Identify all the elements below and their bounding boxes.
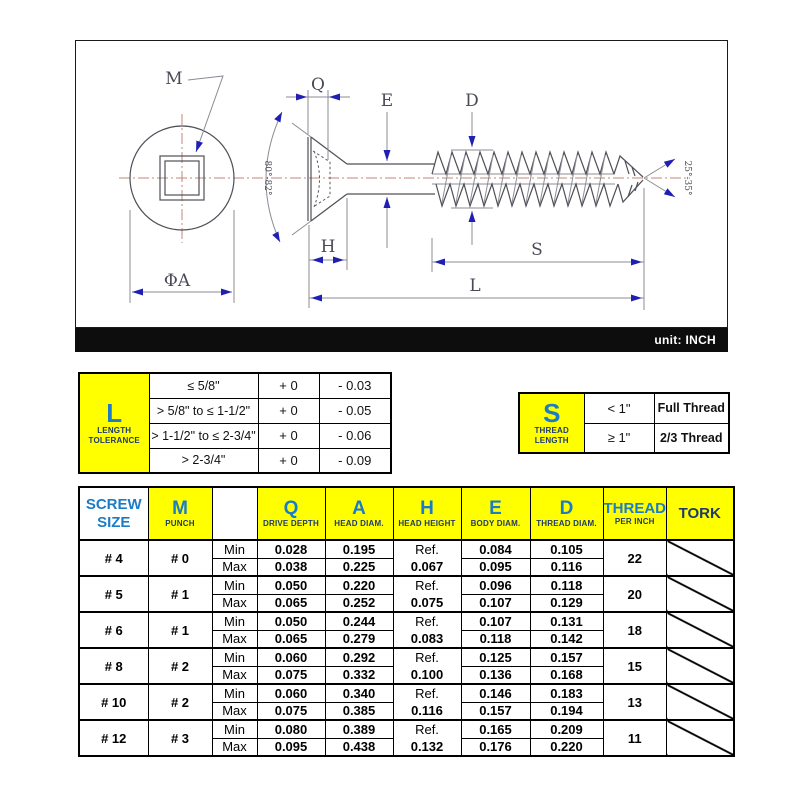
e-min-cell: 0.084 <box>461 540 530 558</box>
e-min-cell: 0.165 <box>461 720 530 738</box>
min-label-cell: Min <box>212 720 257 738</box>
min-label-cell: Min <box>212 540 257 558</box>
punch-cell: # 0 <box>148 540 212 576</box>
e-min-cell: 0.107 <box>461 612 530 630</box>
head-angle-label: 80°-82° <box>262 160 272 196</box>
tip-angle-top <box>644 159 675 178</box>
screw-size-cell: # 10 <box>79 684 148 720</box>
q-max-cell: 0.075 <box>257 702 325 720</box>
head-cone-bottom <box>311 194 347 221</box>
header-a: A HEAD DIAM. <box>325 487 393 540</box>
l-key-letter: L <box>106 398 123 428</box>
h-ref-cell <box>393 540 461 576</box>
e-max-cell: 0.107 <box>461 594 530 612</box>
spec-row-min <box>79 684 734 702</box>
d-max-cell: 0.194 <box>530 702 603 720</box>
min-label-cell: Min <box>212 648 257 666</box>
q-max-cell: 0.038 <box>257 558 325 576</box>
l-plus-cell: + 0 <box>258 448 319 473</box>
e-max-cell: 0.176 <box>461 738 530 756</box>
tip-angle-bottom <box>644 178 675 197</box>
l-plus-cell: + 0 <box>258 423 319 448</box>
spec-row-min <box>79 576 734 594</box>
q-max-cell: 0.075 <box>257 666 325 684</box>
thread-teeth-upper <box>432 152 614 174</box>
q-min-cell: 0.060 <box>257 648 325 666</box>
l-range-cell: ≤ 5/8" <box>149 373 258 398</box>
header-screw-size: SCREW SIZE <box>79 487 148 540</box>
q-max-cell: 0.095 <box>257 738 325 756</box>
spec-row-min <box>79 720 734 738</box>
s-condition-cell: ≥ 1" <box>584 423 654 453</box>
q-min-cell: 0.060 <box>257 684 325 702</box>
thread-per-inch-cell: 22 <box>603 540 667 576</box>
arc-arrow-bottom <box>272 232 283 244</box>
a-max-cell: 0.279 <box>325 630 393 648</box>
d-min-cell: 0.105 <box>530 540 603 558</box>
q-min-cell: 0.080 <box>257 720 325 738</box>
screw-size-cell: # 4 <box>79 540 148 576</box>
arc-arrow-top <box>274 110 285 122</box>
dim-label-e: E <box>380 91 394 111</box>
punch-cell: # 1 <box>148 612 212 648</box>
d-min-cell: 0.209 <box>530 720 603 738</box>
ref-label: Ref. <box>415 578 439 593</box>
spec-row-min <box>79 612 734 630</box>
d-max-cell: 0.142 <box>530 630 603 648</box>
tork-cell <box>667 648 734 684</box>
tork-cell <box>667 720 734 756</box>
max-label-cell: Max <box>212 702 257 720</box>
length-tolerance-table <box>78 372 392 474</box>
ref-label: Ref. <box>415 614 439 629</box>
l-key-title-2: TOLERANCE <box>88 436 140 445</box>
s-value-cell: Full Thread <box>654 393 729 423</box>
tip-angle-label: 25°-35° <box>682 160 692 196</box>
dim-label-d: D <box>465 91 479 111</box>
spec-header-row <box>79 487 734 540</box>
d-max-cell: 0.220 <box>530 738 603 756</box>
a-min-cell: 0.244 <box>325 612 393 630</box>
max-label-cell: Max <box>212 738 257 756</box>
s-condition-cell: < 1" <box>584 393 654 423</box>
q-min-cell: 0.050 <box>257 576 325 594</box>
drive-recess-dotted <box>313 151 330 207</box>
a-min-cell: 0.389 <box>325 720 393 738</box>
a-max-cell: 0.438 <box>325 738 393 756</box>
s-key-title-1: THREAD <box>534 426 570 435</box>
min-label-cell: Min <box>212 576 257 594</box>
e-min-cell: 0.096 <box>461 576 530 594</box>
l-key-title-1: LENGTH <box>97 426 132 435</box>
header-minmax <box>212 487 257 540</box>
thread-per-inch-cell: 15 <box>603 648 667 684</box>
a-min-cell: 0.220 <box>325 576 393 594</box>
l-minus-cell: - 0.06 <box>319 423 391 448</box>
l-range-cell: > 1-1/2" to ≤ 2-3/4" <box>149 423 258 448</box>
l-range-cell: > 2-3/4" <box>149 448 258 473</box>
d-max-cell: 0.129 <box>530 594 603 612</box>
a-max-cell: 0.332 <box>325 666 393 684</box>
thread-per-inch-cell: 11 <box>603 720 667 756</box>
thread-per-inch-cell: 18 <box>603 612 667 648</box>
punch-cell: # 3 <box>148 720 212 756</box>
screw-drawing <box>76 41 727 327</box>
tork-cell <box>667 540 734 576</box>
h-ref-cell <box>393 648 461 684</box>
q-min-cell: 0.050 <box>257 612 325 630</box>
punch-cell: # 1 <box>148 576 212 612</box>
min-label-cell: Min <box>212 684 257 702</box>
d-min-cell: 0.131 <box>530 612 603 630</box>
screw-size-cell: # 8 <box>79 648 148 684</box>
a-min-cell: 0.195 <box>325 540 393 558</box>
head-cone-top <box>311 137 347 164</box>
dim-label-phi-a: ΦA <box>163 271 191 291</box>
tork-cell <box>667 684 734 720</box>
e-max-cell: 0.136 <box>461 666 530 684</box>
d-max-cell: 0.168 <box>530 666 603 684</box>
d-min-cell: 0.183 <box>530 684 603 702</box>
header-e: E BODY DIAM. <box>461 487 530 540</box>
spec-row-min <box>79 540 734 558</box>
header-tork: TORK <box>667 487 734 540</box>
l-plus-cell: + 0 <box>258 398 319 423</box>
q-max-cell: 0.065 <box>257 630 325 648</box>
header-m-punch: M PUNCH <box>148 487 212 540</box>
unit-label: unit: INCH <box>654 333 716 347</box>
h-ref-value: 0.100 <box>410 667 444 682</box>
s-key-letter: S <box>543 398 561 428</box>
s-value-cell: 2/3 Thread <box>654 423 729 453</box>
h-ref-cell <box>393 576 461 612</box>
drive-recess-arc-dotted <box>314 151 320 207</box>
ref-label: Ref. <box>415 686 439 701</box>
technical-drawing-panel <box>75 40 728 328</box>
e-min-cell: 0.125 <box>461 648 530 666</box>
dim-label-l: L <box>469 276 481 296</box>
spec-table <box>78 486 735 757</box>
dim-label-m: M <box>165 69 183 89</box>
header-thread-per-inch: THREAD PER INCH <box>603 487 667 540</box>
l-plus-cell: + 0 <box>258 373 319 398</box>
header-q: Q DRIVE DEPTH <box>257 487 325 540</box>
l-minus-cell: - 0.03 <box>319 373 391 398</box>
d-max-cell: 0.116 <box>530 558 603 576</box>
q-min-cell: 0.028 <box>257 540 325 558</box>
angle-ext-bottom <box>292 221 311 235</box>
a-max-cell: 0.225 <box>325 558 393 576</box>
e-max-cell: 0.118 <box>461 630 530 648</box>
h-ref-value: 0.116 <box>411 703 443 718</box>
l-minus-cell: - 0.05 <box>319 398 391 423</box>
h-ref-value: 0.067 <box>410 559 444 574</box>
ref-label: Ref. <box>415 722 439 737</box>
l-minus-cell: - 0.09 <box>319 448 391 473</box>
s-key-cell <box>519 393 584 453</box>
thread-per-inch-cell: 20 <box>603 576 667 612</box>
min-label-cell: Min <box>212 612 257 630</box>
screw-size-cell: # 12 <box>79 720 148 756</box>
max-label-cell: Max <box>212 594 257 612</box>
d-min-cell: 0.157 <box>530 648 603 666</box>
s-key-title-2: LENGTH <box>534 436 569 445</box>
max-label-cell: Max <box>212 630 257 648</box>
d-min-cell: 0.118 <box>530 576 603 594</box>
h-ref-value: 0.132 <box>410 739 444 754</box>
header-h: H HEAD HEIGHT <box>393 487 461 540</box>
screw-size-cell: # 5 <box>79 576 148 612</box>
header-d: D THREAD DIAM. <box>530 487 603 540</box>
screw-size-cell: # 6 <box>79 612 148 648</box>
ref-label: Ref. <box>415 650 439 665</box>
max-label-cell: Max <box>212 666 257 684</box>
max-label-cell: Max <box>212 558 257 576</box>
l-tolerance-row <box>79 373 391 398</box>
h-ref-cell <box>393 684 461 720</box>
q-max-cell: 0.065 <box>257 594 325 612</box>
l-range-cell: > 5/8" to ≤ 1-1/2" <box>149 398 258 423</box>
punch-cell: # 2 <box>148 684 212 720</box>
thread-length-table <box>518 392 730 454</box>
h-ref-cell <box>393 612 461 648</box>
h-ref-cell <box>393 720 461 756</box>
dim-label-h: H <box>320 237 336 257</box>
dim-label-q: Q <box>311 75 325 95</box>
ref-label: Ref. <box>415 542 439 557</box>
a-max-cell: 0.252 <box>325 594 393 612</box>
thread-per-inch-cell: 13 <box>603 684 667 720</box>
e-max-cell: 0.157 <box>461 702 530 720</box>
dim-label-s: S <box>531 240 543 260</box>
e-max-cell: 0.095 <box>461 558 530 576</box>
h-ref-value: 0.075 <box>410 595 444 610</box>
unit-bar <box>75 328 728 352</box>
a-max-cell: 0.385 <box>325 702 393 720</box>
s-thread-row <box>519 393 729 423</box>
l-key-cell <box>79 373 149 473</box>
tork-cell <box>667 576 734 612</box>
punch-cell: # 2 <box>148 648 212 684</box>
e-min-cell: 0.146 <box>461 684 530 702</box>
a-min-cell: 0.292 <box>325 648 393 666</box>
h-ref-value: 0.083 <box>410 631 444 646</box>
spec-row-min <box>79 648 734 666</box>
tork-cell <box>667 612 734 648</box>
a-min-cell: 0.340 <box>325 684 393 702</box>
